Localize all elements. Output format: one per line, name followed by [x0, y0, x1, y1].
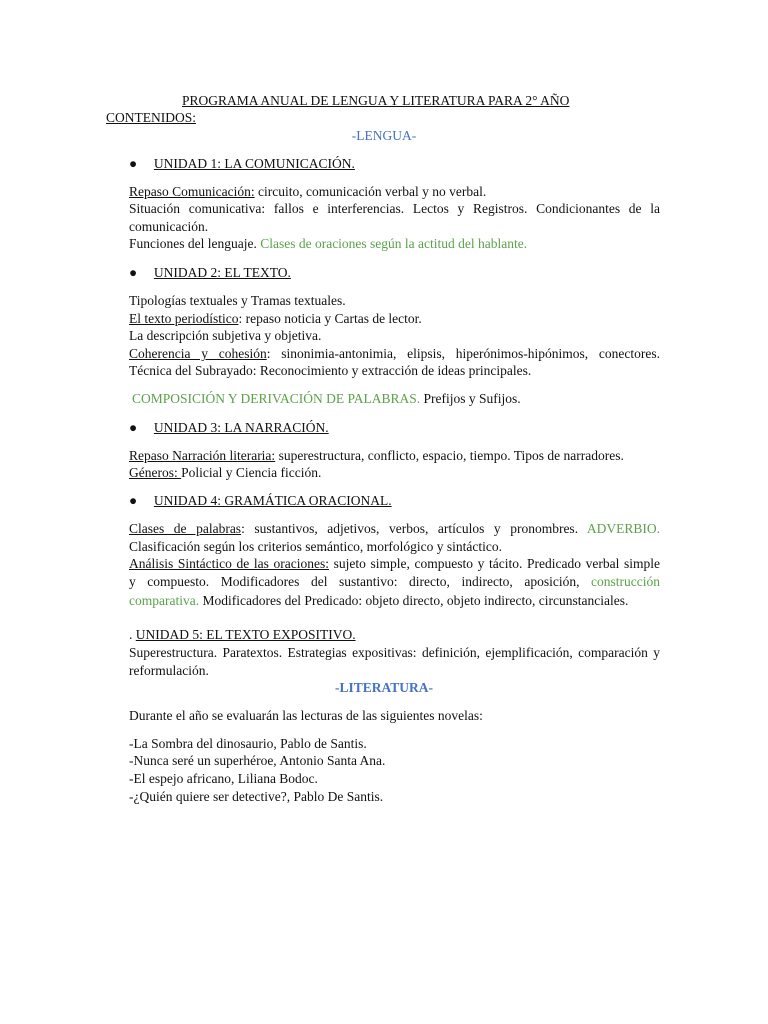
- unit-3-line-2: Géneros: Policial y Ciencia ficción.: [129, 465, 322, 480]
- novel-item: -¿Quién quiere ser detective?, Pablo De Santis.: [129, 789, 384, 804]
- unit-1-heading: [129, 155, 355, 172]
- unit-4-line-2: Clasificación según los criterios semántico, morfológico y sintáctico.: [129, 539, 503, 554]
- unit-5-title: UNIDAD 5: EL TEXTO EXPOSITIVO.: [135, 627, 356, 642]
- unit-3-heading: [129, 419, 329, 436]
- unit-2-line-2: El texto periodístico: repaso noticia y Cartas de lector.: [129, 311, 422, 326]
- contents-label: CONTENIDOS:: [106, 110, 196, 125]
- unit-1-line-2: Situación comunicativa: fallos e interferencias. Lectos y Registros. Condicionantes de la: [129, 201, 660, 216]
- unit-5-line-2: reformulación.: [129, 663, 209, 678]
- unit-1-line-4: Funciones del lenguaje. Clases de oraciones según la actitud del hablante.: [129, 236, 528, 251]
- unit-1-line-1: Repaso Comunicación: circuito, comunicación verbal y no verbal.: [129, 184, 487, 199]
- unit-4-line-5: comparativa. Modificadores del Predicado: objeto directo, objeto indirecto, circunstanciales.: [129, 593, 629, 608]
- unit-4-line-3: Análisis Sintáctico de las oraciones: sujeto simple, compuesto y tácito. Predicado verbal simple: [129, 556, 661, 571]
- unit-2-line-6: COMPOSICIÓN Y DERIVACIÓN DE PALABRAS. Prefijos y Sufijos.: [132, 391, 521, 406]
- section-heading-lengua: -LENGUA-: [351, 128, 417, 143]
- unit-5-heading: . UNIDAD 5: EL TEXTO EXPOSITIVO.: [129, 627, 356, 642]
- bullet-icon: ●: [129, 156, 138, 171]
- unit-5-line-1: Superestructura. Paratextos. Estrategias expositivas: definición, ejemplificación, comparación y: [129, 645, 660, 660]
- unit-1-title: UNIDAD 1: LA COMUNICACIÓN.: [153, 156, 355, 171]
- unit-3-title: UNIDAD 3: LA NARRACIÓN.: [153, 420, 329, 435]
- unit-2-line-5: Técnica del Subrayado: Reconocimiento y extracción de ideas principales.: [129, 363, 532, 378]
- unit-4-title: UNIDAD 4: GRAMÁTICA ORACIONAL.: [153, 493, 392, 508]
- unit-4-heading: [129, 492, 392, 509]
- novel-item: -La Sombra del dinosaurio, Pablo de Santis.: [129, 736, 367, 751]
- literature-intro: Durante el año se evaluarán las lecturas de las siguientes novelas:: [129, 708, 483, 723]
- unit-4-line-1: Clases de palabras: sustantivos, adjetivos, verbos, artículos y pronombres. ADVERBIO.: [129, 521, 660, 536]
- novel-item: -Nunca seré un superhéroe, Antonio Santa Ana.: [129, 753, 386, 768]
- novel-item: -El espejo africano, Liliana Bodoc.: [129, 771, 318, 786]
- bullet-icon: ●: [129, 420, 138, 435]
- unit-4-line-4: y compuesto. Modificadores del sustantivo: directo, indirecto, aposición, construcción: [129, 574, 660, 589]
- unit-2-title: UNIDAD 2: EL TEXTO.: [153, 265, 291, 280]
- unit-1-line-3: comunicación.: [129, 219, 209, 234]
- bullet-icon: ●: [129, 493, 138, 508]
- unit-2-line-1: Tipologías textuales y Tramas textuales.: [129, 293, 346, 308]
- unit-2-line-4: Coherencia y cohesión: sinonimia-antonimia, elipsis, hiperónimos-hipónimos, conectores.: [129, 346, 660, 361]
- unit-2-heading: [129, 264, 291, 281]
- bullet-icon: ●: [129, 265, 138, 280]
- unit-2-line-3: La descripción subjetiva y objetiva.: [129, 328, 322, 343]
- document-title: PROGRAMA ANUAL DE LENGUA Y LITERATURA PARA 2° AÑO: [182, 93, 570, 108]
- section-heading-literatura: -LITERATURA-: [334, 680, 433, 695]
- unit-3-line-1: Repaso Narración literaria: superestructura, conflicto, espacio, tiempo. Tipos de narradores.: [129, 448, 624, 463]
